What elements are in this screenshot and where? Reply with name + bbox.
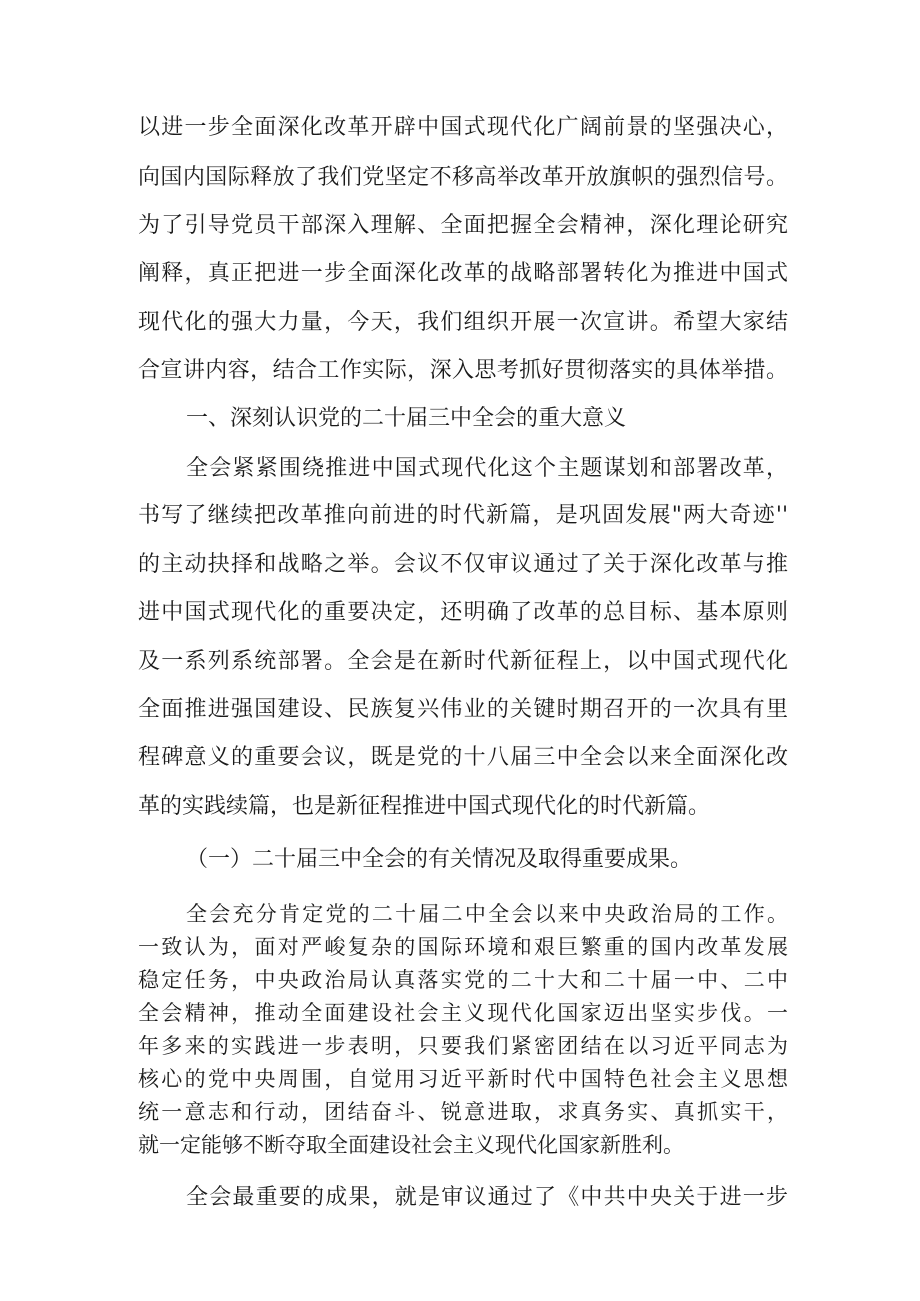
paragraph-2-line-4: 进中国式现代化的重要决定，还明确了改革的总目标、基本原则 bbox=[138, 600, 788, 625]
paragraph-1-line-4: 阐释，真正把进一步全面深化改革的战略部署转化为推进中国式 bbox=[138, 261, 788, 286]
paragraph-1-line-1: 以进一步全面深化改革开辟中国式现代化广阔前景的坚强决心， bbox=[138, 115, 788, 140]
paragraph-2-line-5: 及一系列系统部署。全会是在新时代新征程上，以中国式现代化 bbox=[138, 649, 788, 674]
paragraph-1-line-6: 合宣讲内容，结合工作实际，深入思考抓好贯彻落实的具体举措。 bbox=[138, 358, 788, 383]
paragraph-3-line-8: 就一定能够不断夺取全面建设社会主义现代化国家新胜利。 bbox=[138, 1133, 684, 1157]
paragraph-3-line-4: 全会精神，推动全面建设社会主义现代化国家迈出坚实步伐。一 bbox=[138, 1001, 788, 1025]
paragraph-3-line-7: 统一意志和行动，团结奋斗、锐意进取，求真务实、真抓实干， bbox=[138, 1100, 788, 1124]
paragraph-2-line-6: 全面推进强国建设、民族复兴伟业的关键时期召开的一次具有里 bbox=[138, 697, 788, 722]
paragraph-3-line-2: 一致认为，面对严峻复杂的国际环境和艰巨繁重的国内改革发展 bbox=[138, 935, 788, 959]
paragraph-2-line-2: 书写了继续把改革推向前进的时代新篇，是巩固发展"两大奇迹'' bbox=[138, 503, 788, 528]
paragraph-1-line-3: 为了引导党员干部深入理解、全面把握全会精神，深化理论研究 bbox=[138, 213, 788, 238]
paragraph-3-line-6: 核心的党中央周围，自觉用习近平新时代中国特色社会主义思想 bbox=[138, 1067, 788, 1091]
paragraph-3-line-1: 全会充分肯定党的二十届二中全会以来中央政治局的工作。 bbox=[186, 902, 788, 926]
paragraph-2-line-1: 全会紧紧围绕推进中国式现代化这个主题谋划和部署改革， bbox=[186, 456, 788, 481]
paragraph-2-line-7: 程碑意义的重要会议，既是党的十八届三中全会以来全面深化改 bbox=[138, 745, 788, 770]
paragraph-2-line-8: 革的实践续篇，也是新征程推进中国式现代化的时代新篇。 bbox=[138, 794, 711, 819]
section-heading: 一、深刻认识党的二十届三中全会的重大意义 bbox=[186, 406, 627, 431]
paragraph-2-line-3: 的主动抉择和战略之举。会议不仅审议通过了关于深化改革与推 bbox=[138, 552, 788, 577]
paragraph-3-line-3: 稳定任务，中央政治局认真落实党的二十大和二十届一中、二中 bbox=[138, 968, 788, 992]
paragraph-1-line-2: 向国内国际释放了我们党坚定不移高举改革开放旗帜的强烈信号。 bbox=[138, 165, 788, 190]
paragraph-1-line-5: 现代化的强大力量，今天，我们组织开展一次宣讲。希望大家结 bbox=[138, 310, 788, 335]
paragraph-4-line-1: 全会最重要的成果，就是审议通过了《中共中央关于进一步 bbox=[186, 1185, 788, 1210]
paragraph-3-line-5: 年多来的实践进一步表明，只要我们紧密团结在以习近平同志为 bbox=[138, 1034, 788, 1058]
subsection-heading: （一）二十届三中全会的有关情况及取得重要成果。 bbox=[186, 847, 693, 872]
